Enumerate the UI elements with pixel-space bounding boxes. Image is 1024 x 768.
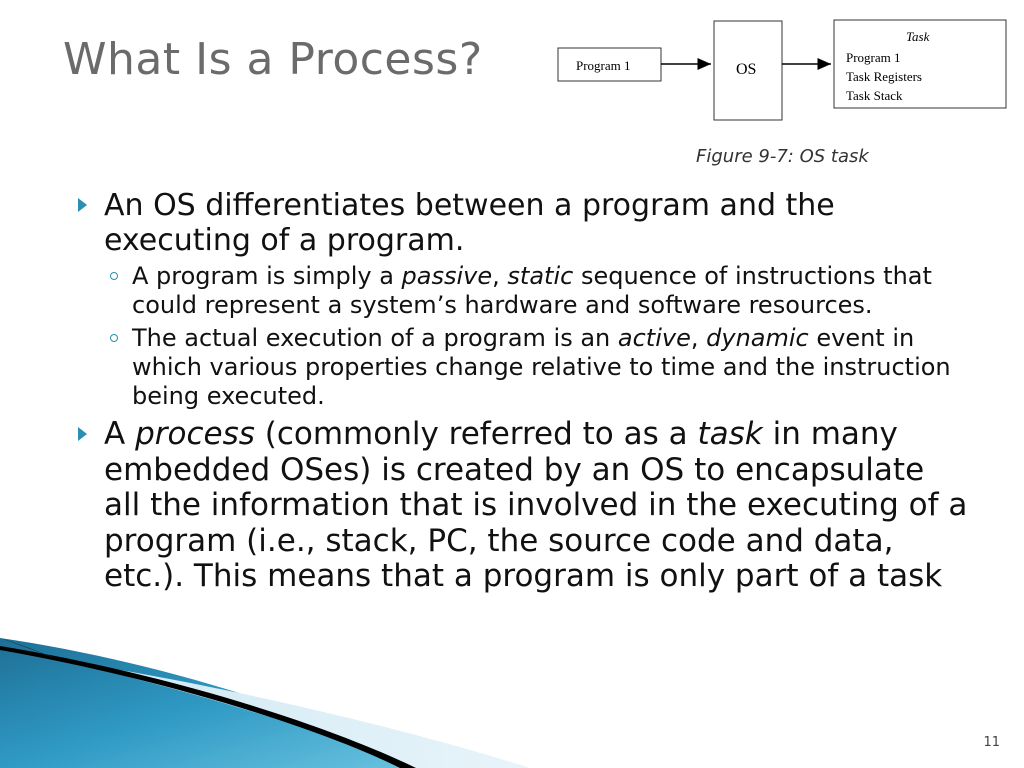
figure-caption: Figure 9-7: OS task (696, 146, 869, 167)
sub-bullet-text: , (492, 262, 508, 290)
emphasis-text: active (617, 324, 691, 352)
sub-bullet-text: sequence of instructions that could represent a system’s hardware and software resources. (132, 262, 932, 319)
program-box-label: Program 1 (576, 58, 631, 73)
emphasis-text: passive (401, 262, 493, 290)
decorative-wave (0, 638, 1024, 768)
emphasis-text: static (507, 262, 574, 290)
ring-bullet-icon (110, 334, 118, 342)
bullet-text: A (104, 416, 136, 452)
bullet-text: An OS differentiates between a program and the executing of a program. (104, 188, 835, 258)
task-item: Program 1 (846, 50, 901, 65)
bullet-item (78, 417, 968, 595)
emphasis-text: process (135, 416, 255, 452)
bullet-text: (commonly referred to as a (254, 416, 698, 452)
triangle-bullet-icon (78, 427, 87, 441)
bullet-item (78, 188, 968, 258)
sub-bullet-text: event in which various properties change relative to time and the instruction being executed. (132, 324, 951, 410)
page-number: 11 (983, 735, 1000, 750)
os-task-figure (0, 0, 1024, 130)
os-box-label: OS (736, 61, 757, 78)
slide-title: What Is a Process? (63, 34, 483, 85)
sub-bullet-item (78, 324, 968, 411)
ring-bullet-icon (110, 272, 118, 280)
bullet-text: in many embedded OSes) is created by an OS to encapsulate all the information that is involved in the executing of a program (i.e., stack, PC, the source code and data, etc.). This means that a program is only part of a task (104, 416, 968, 594)
task-box-title: Task (906, 29, 930, 44)
emphasis-text: task (697, 416, 763, 452)
sub-bullet-text: A program is simply a (132, 262, 402, 290)
task-item: Task Registers (846, 69, 922, 84)
slide-body (78, 188, 968, 595)
triangle-bullet-icon (78, 198, 87, 212)
sub-bullet-item (78, 262, 968, 320)
sub-bullet-text: The actual execution of a program is an (132, 324, 618, 352)
task-item: Task Stack (846, 88, 903, 103)
emphasis-text: dynamic (706, 324, 809, 352)
sub-bullet-text: , (690, 324, 707, 352)
